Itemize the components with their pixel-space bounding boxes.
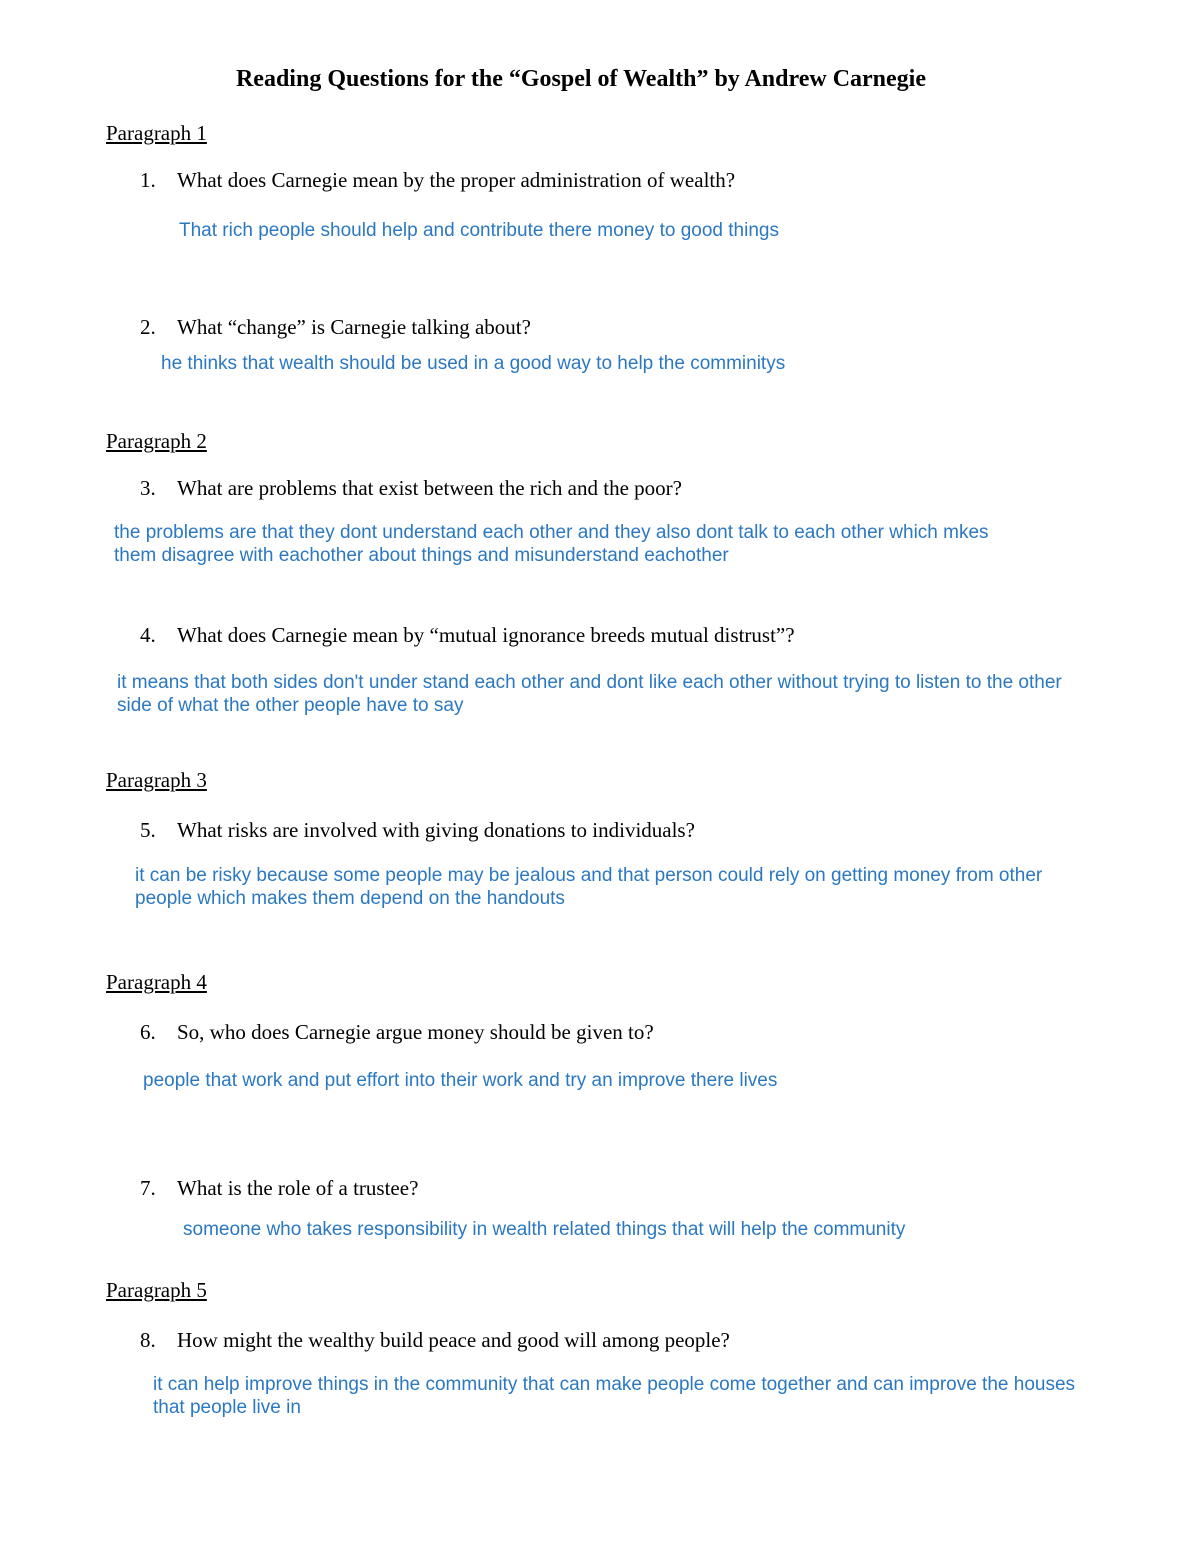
question-3 [140, 476, 682, 501]
question-number: 8. [140, 1328, 156, 1352]
answer-line: he thinks that wealth should be used in a good way to help the comminitys [161, 353, 786, 374]
answer-line: that people live in [153, 1397, 301, 1418]
question-number: 1. [140, 168, 156, 192]
question-text: What risks are involved with giving donations to individuals? [177, 818, 695, 842]
question-number: 2. [140, 315, 156, 339]
document-title: Reading Questions for the “Gospel of Wealth” by Andrew Carnegie [235, 66, 927, 92]
question-7 [140, 1176, 418, 1201]
question-text: What “change” is Carnegie talking about? [177, 315, 531, 339]
section-heading-paragraph-5: Paragraph 5 [106, 1278, 207, 1302]
section-heading-paragraph-4: Paragraph 4 [106, 970, 207, 994]
answer-3 [114, 521, 989, 567]
answer-line: That rich people should help and contribute there money to good things [179, 220, 779, 241]
answer-line: it means that both sides don't under stand each other and dont like each other without trying to listen to the other [117, 672, 1062, 693]
question-2 [140, 315, 531, 340]
answer-6 [143, 1069, 777, 1092]
answer-line: side of what the other people have to say [117, 695, 464, 716]
question-text: What is the role of a trustee? [177, 1176, 419, 1200]
answer-line: it can be risky because some people may be jealous and that person could rely on getting money from other [135, 865, 1043, 886]
question-number: 7. [140, 1176, 156, 1200]
question-6 [140, 1020, 654, 1045]
question-number: 6. [140, 1020, 156, 1044]
question-text: How might the wealthy build peace and good will among people? [177, 1328, 730, 1352]
answer-8 [153, 1373, 1075, 1419]
question-1 [140, 168, 735, 193]
question-4 [140, 623, 795, 648]
question-number: 3. [140, 476, 156, 500]
section-heading-paragraph-1: Paragraph 1 [106, 121, 207, 145]
section-heading-paragraph-2: Paragraph 2 [106, 429, 207, 453]
question-text: What are problems that exist between the rich and the poor? [177, 476, 682, 500]
question-5 [140, 818, 695, 843]
question-text: So, who does Carnegie argue money should be given to? [177, 1020, 654, 1044]
question-text: What does Carnegie mean by the proper administration of wealth? [177, 168, 736, 192]
section-heading-paragraph-3: Paragraph 3 [106, 768, 207, 792]
answer-line: people that work and put effort into their work and try an improve there lives [143, 1070, 778, 1091]
answer-line: someone who takes responsibility in wealth related things that will help the community [183, 1219, 906, 1240]
answer-line: them disagree with eachother about things and misunderstand eachother [114, 545, 729, 566]
question-number: 4. [140, 623, 156, 647]
answer-line: it can help improve things in the community that can make people come together and can improve the houses [153, 1374, 1076, 1395]
answer-line: people which makes them depend on the handouts [135, 888, 565, 909]
question-number: 5. [140, 818, 156, 842]
answer-5 [135, 864, 1042, 910]
question-8 [140, 1328, 730, 1353]
question-text: What does Carnegie mean by “mutual ignorance breeds mutual distrust”? [177, 623, 795, 647]
answer-1 [179, 219, 779, 242]
answer-7 [183, 1218, 905, 1241]
answer-line: the problems are that they dont understand each other and they also dont talk to each other which mkes [114, 522, 989, 543]
answer-2 [161, 352, 785, 375]
answer-4 [117, 671, 1062, 717]
